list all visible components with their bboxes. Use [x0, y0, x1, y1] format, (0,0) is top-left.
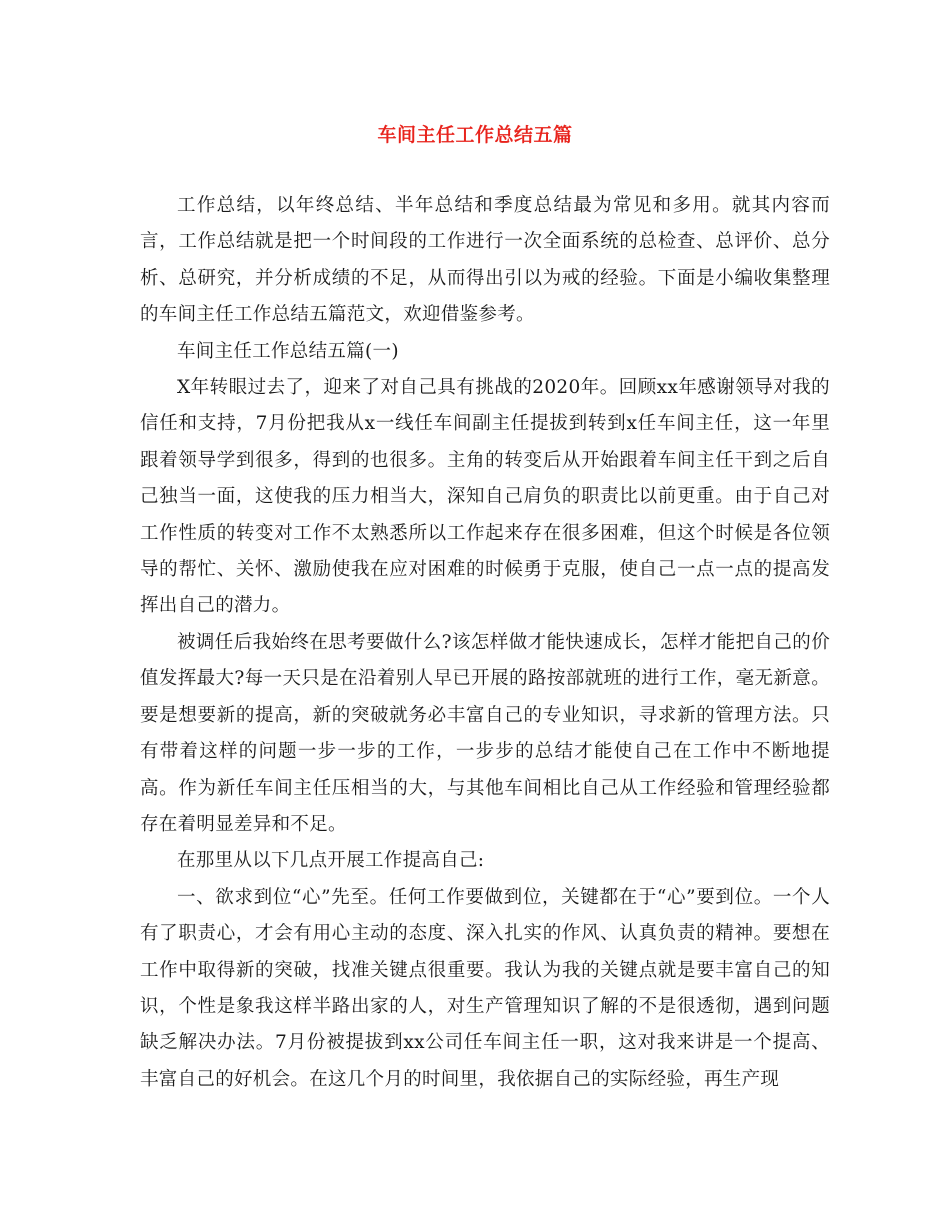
body-paragraph: 一、欲求到位“心”先至。任何工作要做到位，关键都在于“心”要到位。一个人有了职责心，才会有用心主动的态度、深入扎实的作风、认真负责的精神。要想在工作中取得新的突破，找准关键点很重要。我认为我的关键点就是要丰富自己的知识，个性是象我这样半路出家的人，对生产管理知识了解的不是很透彻，遇到问题缺乏解决办法。7月份被提拔到xx公司任车间主任一职，这对我来讲是一个提高、丰富自己的好机会。在这几个月的时间里，我依据自己的实际经验，再生产现 — [140, 886, 830, 1090]
document-body — [140, 188, 830, 1098]
intro-paragraph: 工作总结，以年终总结、半年总结和季度总结最为常见和多用。就其内容而言，工作总结就是把一个时间段的工作进行一次全面系统的总检查、总评价、总分析、总研究，并分析成绩的不足，从而得出引以为戒的经验。下面是小编收集整理的车间主任工作总结五篇范文，欢迎借鉴参考。 — [140, 195, 830, 326]
body-paragraph: 被调任后我始终在思考要做什么?该怎样做才能快速成长，怎样才能把自己的价值发挥最大?每一天只是在沿着别人早已开展的路按部就班的进行工作，毫无新意。要是想要新的提高，新的突破就务必丰富自己的专业知识，寻求新的管理方法。只有带着这样的问题一步一步的工作，一步步的总结才能使自己在工作中不断地提高。作为新任车间主任压相当的大，与其他车间相比自己从工作经验和管理经验都存在着明显差异和不足。 — [140, 631, 830, 835]
section-heading: 车间主任工作总结五篇(一) — [177, 340, 399, 362]
body-paragraph: X年转眼过去了，迎来了对自己具有挑战的2020年。回顾xx年感谢领导对我的信任和支持，7月份把我从x一线任车间副主任提拔到转到x任车间主任，这一年里跟着领导学到很多，得到的也很多。主角的转变后从开始跟着车间主任干到之后自己独当一面，这使我的压力相当大，深知自己肩负的职责比以前更重。由于自己对工作性质的转变对工作不太熟悉所以工作起来存在很多困难，但这个时候是各位领导的帮忙、关怀、激励使我在应对困难的时候勇于克服，使自己一点一点的提高发挥出自己的潜力。 — [140, 377, 830, 617]
body-paragraph: 在那里从以下几点开展工作提高自己: — [177, 850, 485, 872]
document-title: 车间主任工作总结五篇 — [377, 124, 573, 146]
